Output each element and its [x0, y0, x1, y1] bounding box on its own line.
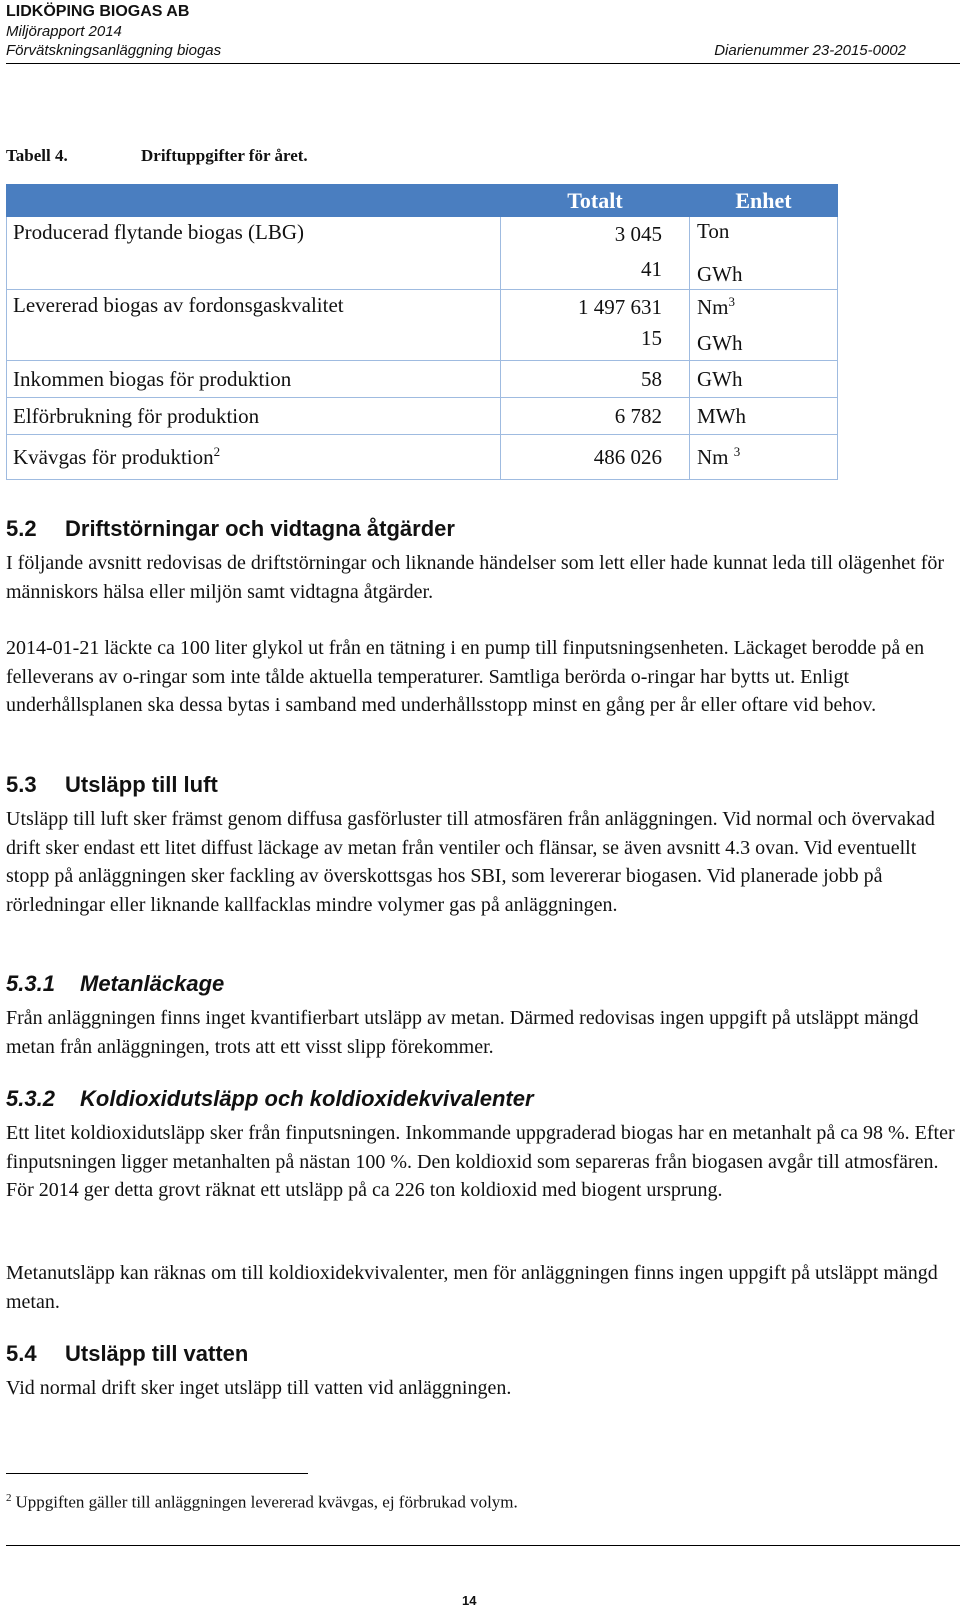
row-label: Elförbrukning för produktion — [7, 398, 501, 435]
table-row — [7, 217, 838, 290]
operating-data-table — [6, 184, 838, 480]
table-header-row — [7, 185, 838, 217]
header-diarienummer: Diarienummer 23-2015-0002 — [714, 42, 906, 59]
row-value: 6 782 — [501, 398, 690, 435]
row-unit: Nm — [697, 445, 734, 469]
header-facility: Förvätskningsanläggning biogas — [6, 42, 222, 59]
section-heading-5-4: 5.4 Utsläpp till vatten — [6, 1341, 249, 1366]
table-header-total: Totalt — [501, 185, 690, 217]
paragraph: Från anläggningen finns inget kvantifierbart utsläpp av metan. Därmed redovisas ingen uppgift på utsläppt mängd metan från anläggningen, trots att ett visst slipp förekommer. — [6, 1007, 919, 1058]
row-unit-superscript: 3 — [733, 444, 741, 459]
row-unit: Nm — [697, 295, 729, 319]
section-heading-5-2: 5.2 Driftstörningar och vidtagna åtgärder — [6, 516, 455, 541]
footnote-mark: 2 — [6, 1492, 12, 1504]
table-header-unit: Enhet — [690, 185, 838, 217]
row-label: Levererad biogas av fordonsgaskvalitet — [13, 293, 344, 317]
table-caption-title: Driftuppgifter för året. — [141, 146, 308, 165]
row-unit: GWh — [697, 331, 743, 355]
table-caption — [6, 146, 308, 166]
row-value: 15 — [641, 326, 662, 350]
paragraph: Vid normal drift sker inget utsläpp till vatten vid anläggningen. — [6, 1377, 512, 1399]
section-heading-5-3-2: 5.3.2 Koldioxidutsläpp och koldioxidekvivalenter — [6, 1086, 534, 1111]
table-row — [7, 435, 838, 480]
row-label: Inkommen biogas för produktion — [7, 361, 501, 398]
footnote-reference: 2 — [213, 444, 221, 459]
row-unit: Ton — [697, 219, 730, 243]
row-unit-superscript: 3 — [728, 294, 735, 309]
section-heading-5-3-1: 5.3.1 Metanläckage — [6, 971, 225, 996]
table-row — [7, 290, 838, 361]
paragraph: Ett litet koldioxidutsläpp sker från finputsningen. Inkommande uppgraderad biogas har en metanhalt på ca 98 %. Efter finputsningen ligger metanhalten på nästan 100 %. Den koldioxid som separeras från biogasen avgår till atmosfären. För 2014 ger detta grovt räknat ett utsläpp på ca 226 ton koldioxid med biogent ursprung. — [6, 1122, 955, 1201]
paragraph: Utsläpp till luft sker främst genom diffusa gasförluster till atmosfären från anläggningen. Vid normal och övervakad drift sker endast ett litet diffust läckage av metan från ventiler och flänsar, se även avsnitt 4.3 ovan. Vid eventuellt stopp på anläggningen sker fackling av överskottsgas hos SBI, som levererar biogasen. Vid planerade jobb på rörledningar eller liknande kallfacklas mindre volymer gas på anläggningen. — [6, 808, 935, 916]
footnote — [6, 1492, 518, 1513]
paragraph: I följande avsnitt redovisas de driftstörningar och liknande händelser som lett eller hade kunnat leda till olägenhet för människors hälsa eller miljön samt vidtagna åtgärder. — [6, 552, 945, 603]
page-header — [6, 2, 906, 60]
footnote-text: Uppgiften gäller till anläggningen levererad kvävgas, ej förbrukad volym. — [15, 1492, 518, 1512]
row-value: 58 — [501, 361, 690, 398]
header-divider — [6, 63, 960, 64]
section-heading-5-3: 5.3 Utsläpp till luft — [6, 772, 218, 797]
row-value: 41 — [641, 257, 662, 281]
row-value: 486 026 — [501, 435, 690, 480]
page-number: 14 — [462, 1593, 477, 1608]
paragraph: Metanutsläpp kan räknas om till koldioxidekvivalenter, men för anläggningen finns ingen uppgift på utsläppt mängd metan. — [6, 1262, 938, 1313]
row-unit: MWh — [690, 398, 838, 435]
row-unit: GWh — [690, 361, 838, 398]
paragraph: 2014-01-21 läckte ca 100 liter glykol ut från en tätning i en pump till finputsningsenheten. Läckaget berodde på en felleverans av o-ringar som inte tålde aktuella temperaturer. Samtliga berörda o-ringar har bytts ut. Enligt underhållsplanen ska dessa bytas i samband med underhållsstopp minst en gång per år eller oftare vid behov. — [6, 637, 925, 716]
table-header-blank — [7, 185, 501, 217]
row-unit: GWh — [697, 262, 743, 286]
table-row — [7, 398, 838, 435]
row-label: Kvävgas för produktion — [13, 445, 214, 469]
footnote-divider — [6, 1473, 308, 1474]
footer-divider — [6, 1545, 960, 1546]
table-row — [7, 361, 838, 398]
row-value: 1 497 631 — [578, 295, 662, 319]
header-report: Miljörapport 2014 — [6, 23, 122, 40]
header-organization: LIDKÖPING BIOGAS AB — [6, 3, 190, 20]
table-caption-number: Tabell 4. — [6, 146, 68, 165]
row-label: Producerad flytande biogas (LBG) — [13, 220, 304, 244]
row-value: 3 045 — [614, 222, 662, 246]
